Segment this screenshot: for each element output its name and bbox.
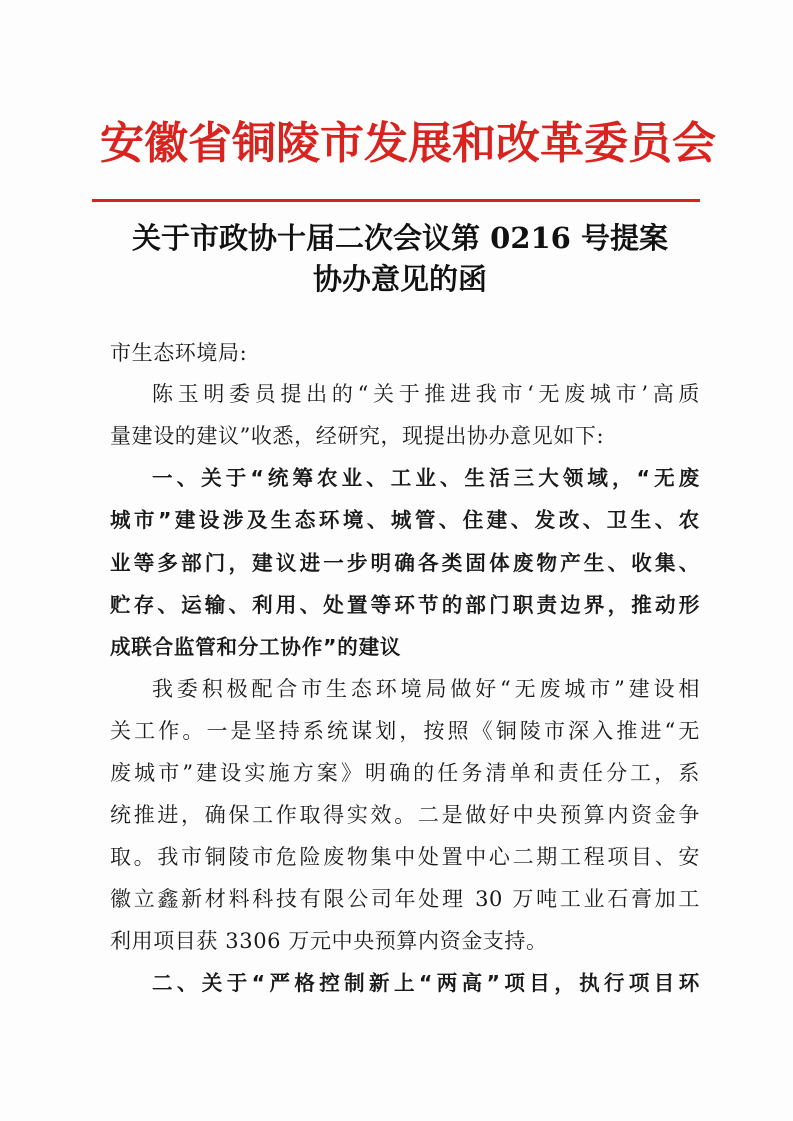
section1-heading-line-3: 业等多部门，建议进一步明确各类固体废物产生、收集、 bbox=[110, 551, 700, 575]
section2-heading-line-1: 二、关于“严格控制新上“两高”项目，执行项目环 bbox=[152, 971, 700, 995]
red-header-rule bbox=[92, 199, 700, 202]
section1-body-line-2: 关工作。一是坚持系统谋划，按照《铜陵市深入推进“无 bbox=[110, 719, 700, 743]
intro-line-2: 量建设的建议”收悉，经研究，现提出协办意见如下: bbox=[110, 424, 605, 448]
section1-body-line-6: 徽立鑫新材料科技有限公司年处理 30 万吨工业石膏加工 bbox=[110, 887, 700, 911]
section1-body-line-7: 利用项目获 3306 万元中央预算内资金支持。 bbox=[110, 929, 548, 953]
section1-body-line-5: 取。我市铜陵市危险废物集中处置中心二期工程项目、安 bbox=[110, 845, 700, 869]
section1-body-line-1: 我委积极配合市生态环境局做好“无废城市”建设相 bbox=[152, 677, 700, 701]
section1-body-line-3: 废城市”建设实施方案》明确的任务清单和责任分工，系 bbox=[110, 761, 700, 785]
section1-heading-line-5: 成联合监管和分工协作”的建议 bbox=[110, 635, 402, 659]
intro-line-1: 陈玉明委员提出的“关于推进我市‘无废城市’高质 bbox=[152, 382, 700, 406]
issuing-organization-header: 安徽省铜陵市发展和改革委员会 bbox=[100, 118, 716, 169]
section1-body-line-4: 统推进，确保工作取得实效。二是做好中央预算内资金争 bbox=[110, 803, 700, 827]
section1-heading-line-4: 贮存、运输、利用、处置等环节的部门职责边界，推动形 bbox=[110, 593, 700, 617]
document-title-line-2: 协办意见的函 bbox=[312, 262, 487, 296]
section1-heading-line-1: 一、关于“统筹农业、工业、生活三大领域，“无废 bbox=[152, 466, 700, 490]
document-title-line-1: 关于市政协十届二次会议第 0216 号提案 bbox=[132, 221, 668, 255]
section1-heading-line-2: 城市”建设涉及生态环境、城管、住建、发改、卫生、农 bbox=[110, 508, 700, 532]
recipient-line: 市生态环境局: bbox=[110, 341, 248, 365]
